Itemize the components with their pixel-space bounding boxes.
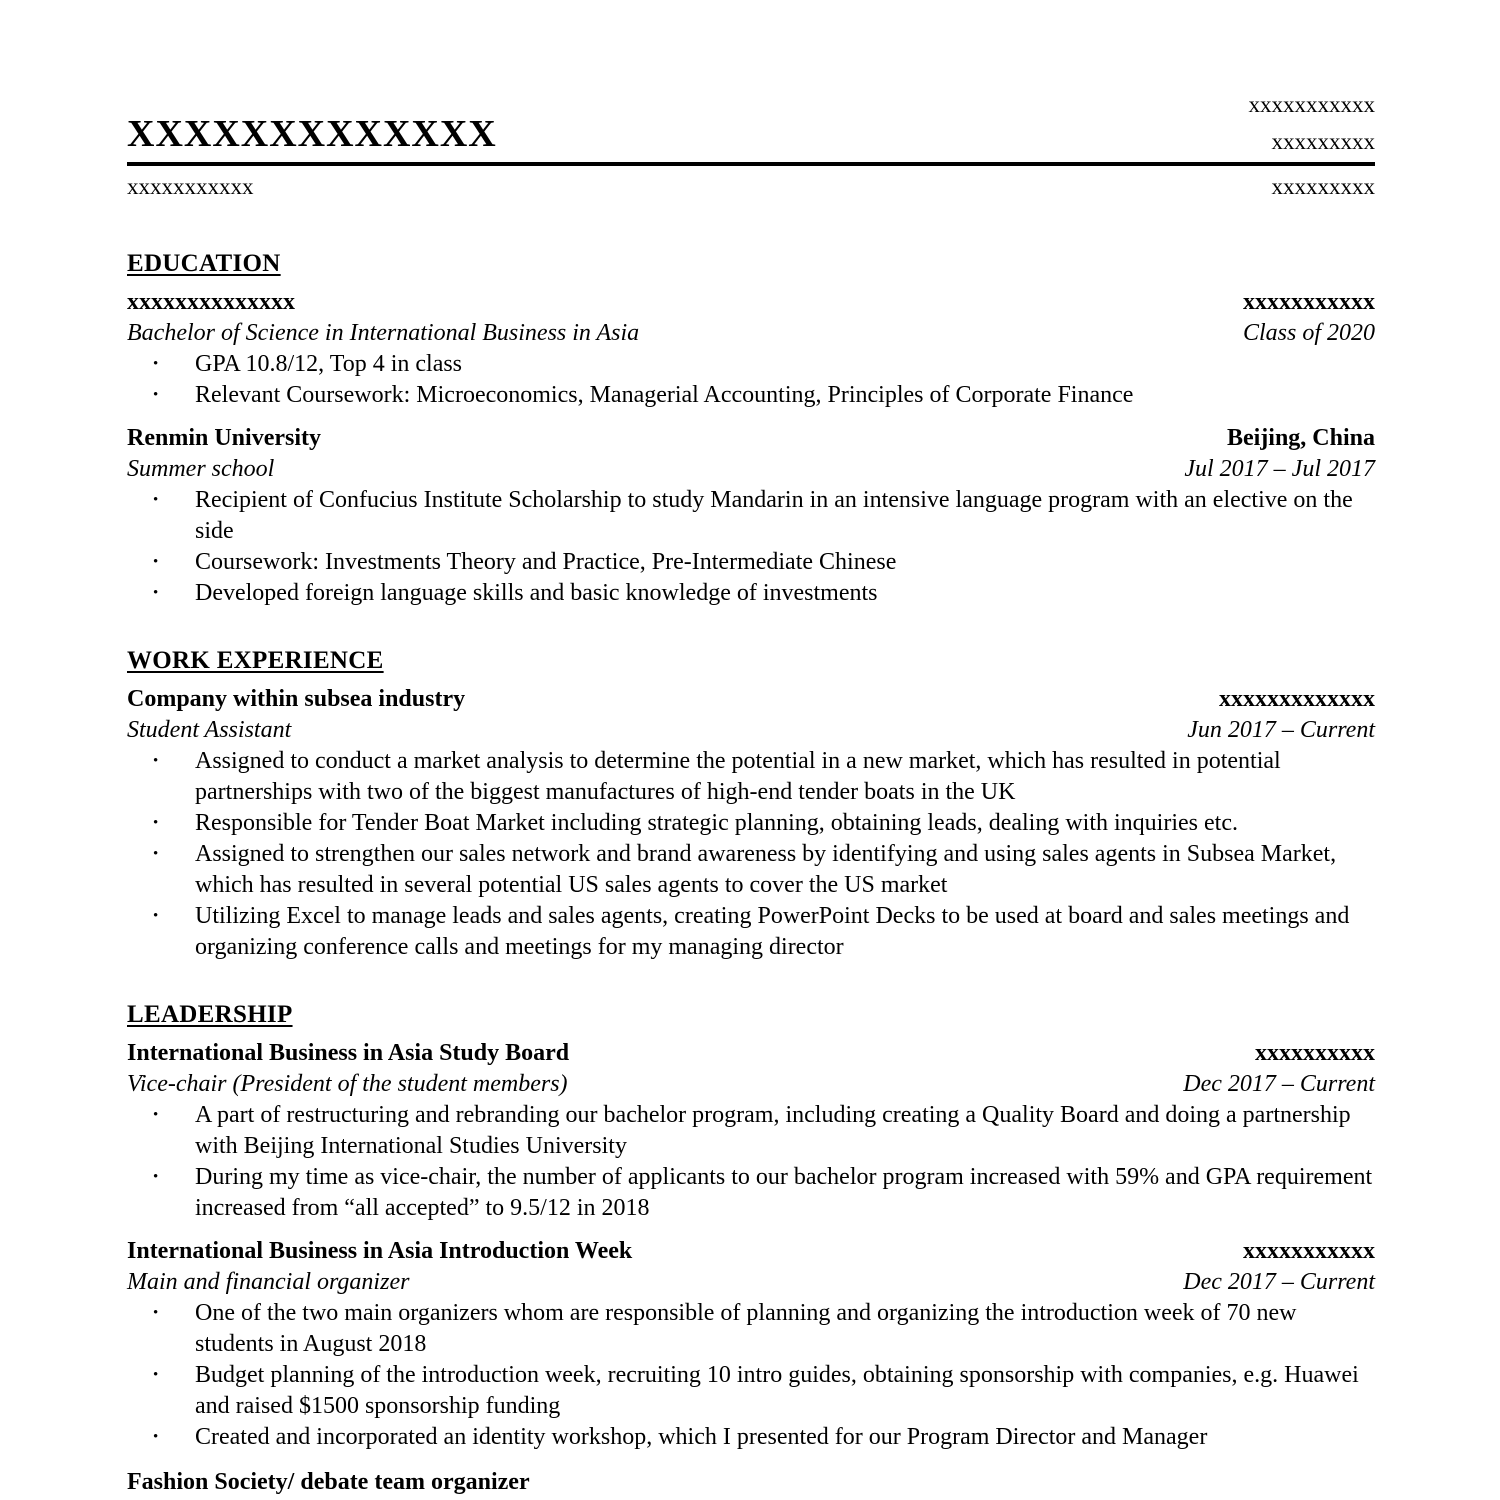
section-title-education: EDUCATION [127, 250, 281, 277]
entry-location: xxxxxxxxxxxxx [1219, 686, 1375, 712]
section-title-leadership: LEADERSHIP [127, 1001, 293, 1028]
bullet-icon: • [153, 815, 159, 831]
bullet-icon: • [153, 554, 159, 570]
bullet-text: A part of restructuring and rebranding our bachelor program, including creating a Quality Board and doing a partnership with Beijing International Studies University [195, 1102, 1351, 1159]
bullet-icon: • [153, 585, 159, 601]
entry-location: xxxxxxxxxxx [1243, 1238, 1375, 1264]
entry-header-row [127, 1236, 1375, 1267]
entry-header-row [127, 423, 1375, 454]
bullet-item [153, 1162, 1375, 1224]
bullet-list [127, 746, 1375, 963]
entry-dates: Jun 2017 – Current [1187, 717, 1375, 743]
bullet-item [153, 578, 1375, 609]
bullet-item [153, 1298, 1375, 1360]
entry-subheader-row [127, 1069, 1375, 1100]
entry-degree: Bachelor of Science in International Business in Asia [127, 320, 640, 346]
bullet-icon: • [153, 492, 159, 508]
contact-line-3: xxxxxxxxxxx [127, 174, 254, 199]
contact-block-top-right [1249, 86, 1376, 160]
section-education [127, 248, 1375, 609]
bullet-text: Created and incorporated an identity workshop, which I presented for our Program Director and Manager [195, 1424, 1208, 1450]
entry-subheader-row [127, 1267, 1375, 1298]
section-work-experience [127, 645, 1375, 963]
entry-company: Company within subsea industry [127, 686, 466, 712]
bullet-list [127, 485, 1375, 609]
entry-header-row [127, 1038, 1375, 1069]
bullet-item [153, 547, 1375, 578]
contact-line-2: xxxxxxxxx [1271, 129, 1375, 154]
contact-row-below-rule [127, 171, 1375, 202]
entry-subheader-row [127, 454, 1375, 485]
bullet-icon: • [153, 356, 159, 372]
bullet-icon: • [153, 753, 159, 769]
bullet-item [153, 746, 1375, 808]
entry-role: Vice-chair (President of the student members) [127, 1071, 568, 1097]
entry-location: xxxxxxxxxx [1255, 1040, 1375, 1066]
bullet-text: Developed foreign language skills and basic knowledge of investments [195, 580, 878, 606]
bullet-icon: • [153, 1169, 159, 1185]
bullet-text: Relevant Coursework: Microeconomics, Managerial Accounting, Principles of Corporate Finance [195, 382, 1134, 408]
work-entry-1 [127, 684, 1375, 963]
bullet-item [153, 839, 1375, 901]
bullet-text: GPA 10.8/12, Top 4 in class [195, 351, 463, 377]
entry-organization: International Business in Asia Introduction Week [127, 1238, 633, 1264]
entry-institution: Renmin University [127, 425, 321, 451]
bullet-text: Assigned to conduct a market analysis to determine the potential in a new market, which has resulted in potential partnerships with two of the biggest manufactures of high-end tender boats in the UK [195, 748, 1281, 805]
entry-header-row [127, 287, 1375, 318]
contact-line-4: xxxxxxxxx [1271, 174, 1375, 199]
bullet-text: Assigned to strengthen our sales network and brand awareness by identifying and using sales agents in Subsea Market, which has resulted in several potential US sales agents to cover the US market [195, 841, 1337, 898]
bullet-item [153, 808, 1375, 839]
bullet-icon: • [153, 1107, 159, 1123]
header-divider-rule [127, 162, 1375, 166]
bullet-list [127, 1100, 1375, 1224]
entry-location: Beijing, China [1226, 425, 1375, 451]
bullet-text: Budget planning of the introduction week, recruiting 10 intro guides, obtaining sponsorship with companies, e.g. Huawei and raised $1500 sponsorship funding [195, 1362, 1359, 1419]
bullet-text: Recipient of Confucius Institute Scholarship to study Mandarin in an intensive language program with an elective on the side [195, 487, 1353, 544]
candidate-name: XXXXXXXXXXXXX [127, 113, 497, 156]
entry-role: Main and financial organizer [127, 1269, 410, 1295]
bullet-text: Utilizing Excel to manage leads and sales agents, creating PowerPoint Decks to be used at board and sales meetings and organizing conference calls and meetings for my managing director [195, 903, 1350, 960]
entry-subheader-row [127, 318, 1375, 349]
entry-dates: Jul 2017 – Jul 2017 [1184, 456, 1375, 482]
entry-dates: Class of 2020 [1242, 320, 1375, 346]
section-title-work-experience: WORK EXPERIENCE [127, 647, 384, 674]
entry-location: xxxxxxxxxxx [1243, 289, 1375, 315]
bullet-item [153, 1360, 1375, 1422]
clipped-next-entry-heading: Fashion Society/ debate team organizer [127, 1469, 530, 1495]
bullet-list [127, 1298, 1375, 1453]
bullet-item [153, 901, 1375, 963]
bullet-icon: • [153, 1305, 159, 1321]
entry-degree: Summer school [127, 456, 275, 482]
contact-line-1: xxxxxxxxxxx [1248, 92, 1375, 117]
entry-subheader-row [127, 715, 1375, 746]
bullet-icon: • [153, 1429, 159, 1445]
bullet-list [127, 349, 1375, 411]
bullet-item [153, 485, 1375, 547]
entry-header-row [127, 684, 1375, 715]
section-leadership [127, 999, 1375, 1453]
bullet-item [153, 1100, 1375, 1162]
bullet-text: One of the two main organizers whom are responsible of planning and organizing the introduction week of 70 new students in August 2018 [195, 1300, 1297, 1357]
leadership-entry-2 [127, 1236, 1375, 1453]
bullet-item [153, 349, 1375, 380]
entry-institution: xxxxxxxxxxxxxx [127, 289, 295, 315]
bullet-icon: • [153, 387, 159, 403]
education-entry-2 [127, 423, 1375, 609]
entry-dates: Dec 2017 – Current [1183, 1071, 1375, 1097]
leadership-entry-1 [127, 1038, 1375, 1224]
bullet-text: During my time as vice-chair, the number of applicants to our bachelor program increased with 59% and GPA requirement increased from “all accepted” to 9.5/12 in 2018 [195, 1164, 1373, 1221]
resume-header [127, 86, 1375, 160]
entry-dates: Dec 2017 – Current [1183, 1269, 1375, 1295]
education-entry-1 [127, 287, 1375, 411]
bullet-item [153, 1422, 1375, 1453]
bullet-item [153, 380, 1375, 411]
entry-organization: International Business in Asia Study Board [127, 1040, 570, 1066]
bullet-icon: • [153, 1367, 159, 1383]
bullet-icon: • [153, 846, 159, 862]
bullet-text: Responsible for Tender Boat Market including strategic planning, obtaining leads, dealing with inquiries etc. [195, 810, 1238, 836]
bullet-text: Coursework: Investments Theory and Practice, Pre-Intermediate Chinese [195, 549, 897, 575]
bullet-icon: • [153, 908, 159, 924]
entry-job-title: Student Assistant [127, 717, 292, 743]
